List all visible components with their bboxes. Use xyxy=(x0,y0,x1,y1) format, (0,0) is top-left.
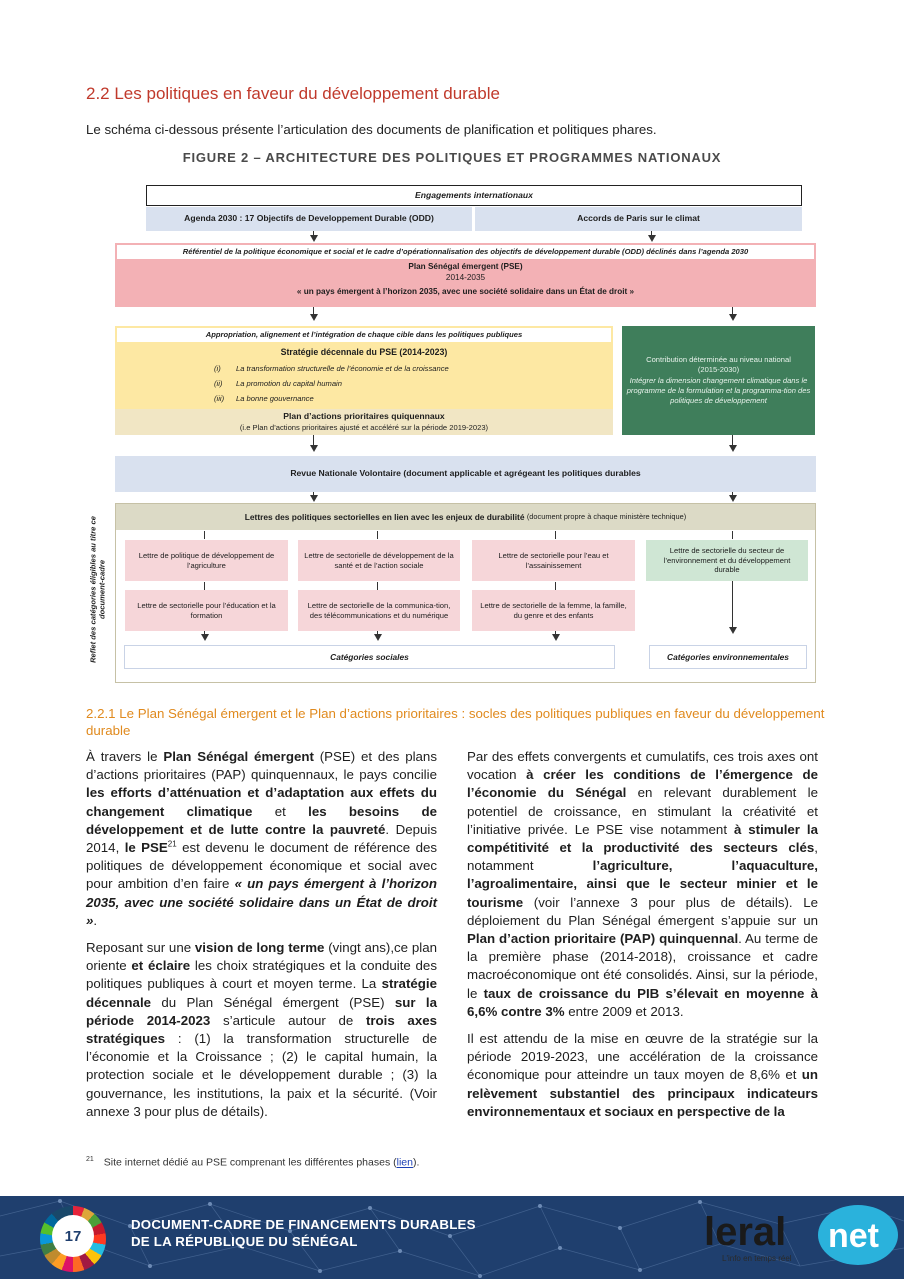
pse-box xyxy=(115,243,816,307)
appropriation-banner: Appropriation, alignement et l’intégration de chaque cible dans les politiques publiques xyxy=(117,328,611,342)
subsection-heading: 2.2.1 Le Plan Sénégal émergent et le Plan d’actions prioritaires : socles des politiques publiques en faveur du développement durable xyxy=(86,706,825,739)
footnote-link[interactable]: lien xyxy=(396,1156,413,1169)
engagements-box: Engagements internationaux xyxy=(146,185,802,206)
svg-text:net: net xyxy=(828,1217,879,1255)
pap-title: Plan d’actions prioritaires quiquennaux xyxy=(283,411,445,422)
sdg-wheel-icon xyxy=(40,1206,106,1272)
footnote-text: Site internet dédié au PSE comprenant les différentes phases ( xyxy=(103,1156,397,1169)
lettres-title: Lettres des politiques sectorielles en lien avec les enjeux de durabilité xyxy=(244,511,525,522)
lettre-femme-famille: Lettre de sectorielle de la femme, la famille, du genre et des enfants xyxy=(472,590,635,631)
strategie-box xyxy=(115,326,613,409)
section-intro: Le schéma ci-dessous présente l’articulation des documents de planification et politiques phares. xyxy=(86,122,657,137)
section-heading: 2.2 Les politiques en faveur du développement durable xyxy=(86,84,500,103)
lettre-numerique: Lettre de sectorielle de la communica-tion, des télécommunications et du numérique xyxy=(298,590,460,631)
cdn-years: (2015-2030) xyxy=(697,365,740,375)
axis-item: (ii) La promotion du capital humain xyxy=(214,379,342,389)
cdn-description: Intégrer la dimension changement climatique dans le programme de la formulation et la programma-tion des politiques de développement xyxy=(626,376,811,405)
axes-list xyxy=(214,361,514,406)
pse-years: 2014-2035 xyxy=(445,272,486,282)
categories-environnementales: Catégories environnementales xyxy=(649,645,807,669)
footnote: $^{21}$ Site internet dédié au PSE comprenant les différentes phases (lien). xyxy=(86,1156,420,1169)
side-label: Reflet des catégories éligibles au titre ce document-cadre xyxy=(88,516,107,663)
pap-subtitle: (i.e Plan d’actions prioritaires ajusté et accéléré sur la période 2019-2023) xyxy=(239,422,489,432)
referentiel-banner: Référentiel de la politique économique et social et le cadre d’opérationnalisation des objectifs de développement durable (ODD) déclinés dans l’agenda 2030 xyxy=(117,245,814,259)
lettre-environnement: Lettre de sectorielle du secteur de l’environnement et du développement durable xyxy=(646,540,808,581)
pap-box xyxy=(115,409,613,435)
right-column xyxy=(467,748,818,1130)
lettres-note: (document propre à chaque ministère technique) xyxy=(526,512,687,522)
pse-quote: « un pays émergent à l’horizon 2035, avec une société solidaire dans un État de droit » xyxy=(296,287,635,297)
lettre-eau: Lettre de sectorielle pour l’eau et l’assainissement xyxy=(472,540,635,581)
footnote-number: 21 xyxy=(86,1156,94,1163)
svg-text:leral: leral xyxy=(704,1210,787,1254)
agenda-2030-box: Agenda 2030 : 17 Objectifs de Developpement Durable (ODD) xyxy=(146,207,472,231)
lettre-sante: Lettre de sectorielle de développement de la santé et de l’action sociale xyxy=(298,540,460,581)
lettre-education: Lettre de sectorielle pour l’éducation et la formation xyxy=(125,590,288,631)
axis-item: (iii) La bonne gouvernance xyxy=(214,394,314,404)
pse-title: Plan Sénégal émergent (PSE) xyxy=(408,261,523,271)
strategie-title: Stratégie décennale du PSE (2014-2023) xyxy=(280,346,448,357)
revue-box: Revue Nationale Volontaire (document applicable et agrégeant les politiques durables xyxy=(115,456,816,492)
paragraph: Reposant sur une vision de long terme (vingt ans),ce plan oriente et éclaire les choix stratégiques et la conduite des politiques publiques à court et moyen terme. La stratégie décennale du Plan Sénégal émergent (PSE) sur la période 2014-2023 s’articule autour de trois axes stratégiques : (1) la transformation structurelle de l’économie et la Croissance ; (2) le capital humain, la protection sociale et le développement durable ; (3) la gouvernance, les institutions, la paix et la sécurité. (Voir annexe 3 pour plus de détails). xyxy=(86,940,438,1119)
left-column xyxy=(86,748,437,1130)
categories-sociales: Catégories sociales xyxy=(124,645,615,669)
page-number: 17 xyxy=(52,1215,94,1257)
axis-item: (i) La transformation structurelle de l’économie et de la croissance xyxy=(214,364,449,374)
cdn-title: Contribution déterminée au niveau national xyxy=(646,355,791,365)
paragraph: Il est attendu de la mise en œuvre de la stratégie sur la période 2019-2023, une accélération de la croissance économique pour atteindre un taux moyen de 8,6% et un relèvement substantiel des principaux indicateurs environnementaux et sociaux en perspective de la xyxy=(467,1031,818,1119)
lettres-banner xyxy=(116,504,815,530)
cdn-box xyxy=(622,326,815,435)
lettre-agriculture: Lettre de politique de développement de l’agriculture xyxy=(125,540,288,581)
leral-net-logo xyxy=(700,1203,900,1273)
footer-title: DOCUMENT-CADRE DE FINANCEMENTS DURABLES DE LA RÉPUBLIQUE DU SÉNÉGAL xyxy=(131,1217,476,1249)
figure-title: FIGURE 2 – ARCHITECTURE DES POLITIQUES ET PROGRAMMES NATIONAUX xyxy=(182,150,722,165)
paris-accords-box: Accords de Paris sur le climat xyxy=(475,207,802,231)
paragraph: À travers le Plan Sénégal émergent (PSE) et des plans d’actions prioritaires (PAP) quinquennaux, le pays concilie les efforts d’atténuation et d’adaptation aux effets du changement climatique et les besoins de développement et de lutte contre la pauvreté. Depuis 2014, le PSE$^{21}$ est devenu le document de référence des politiques de développement économique et social avec pour ambition d’en faire « un pays émergent à l’horizon 2035, avec une société solidaire dans un État de droit ». xyxy=(86,749,438,928)
svg-text:L'info en temps réel: L'info en temps réel xyxy=(722,1254,792,1263)
paragraph: Par des effets convergents et cumulatifs, ces trois axes ont vocation à créer les conditions de l’émergence de l’économie du Sénégal en relevant durablement le potentiel de croissance, en stimulant la créativité et l’initiative privée. Le PSE vise notamment à stimuler la compétitivité et la productivité des secteurs clés, notamment l’agriculture, l’aquaculture, l’agroalimentaire, ainsi que le secteur minier et le tourisme (voir l’annexe 3 pour plus de détails). Le déploiement du Plan Sénégal émergent s’appuie sur un Plan d’action prioritaire (PAP) quinquennal. Au terme de la première phase (2014-2018), croissance et cadre macroéconomique ont été consolidés. Ainsi, sur la période, le taux de croissance du PIB s’élevait en moyenne à 6,6% contre 3% entre 2009 et 2013. xyxy=(467,749,818,1019)
